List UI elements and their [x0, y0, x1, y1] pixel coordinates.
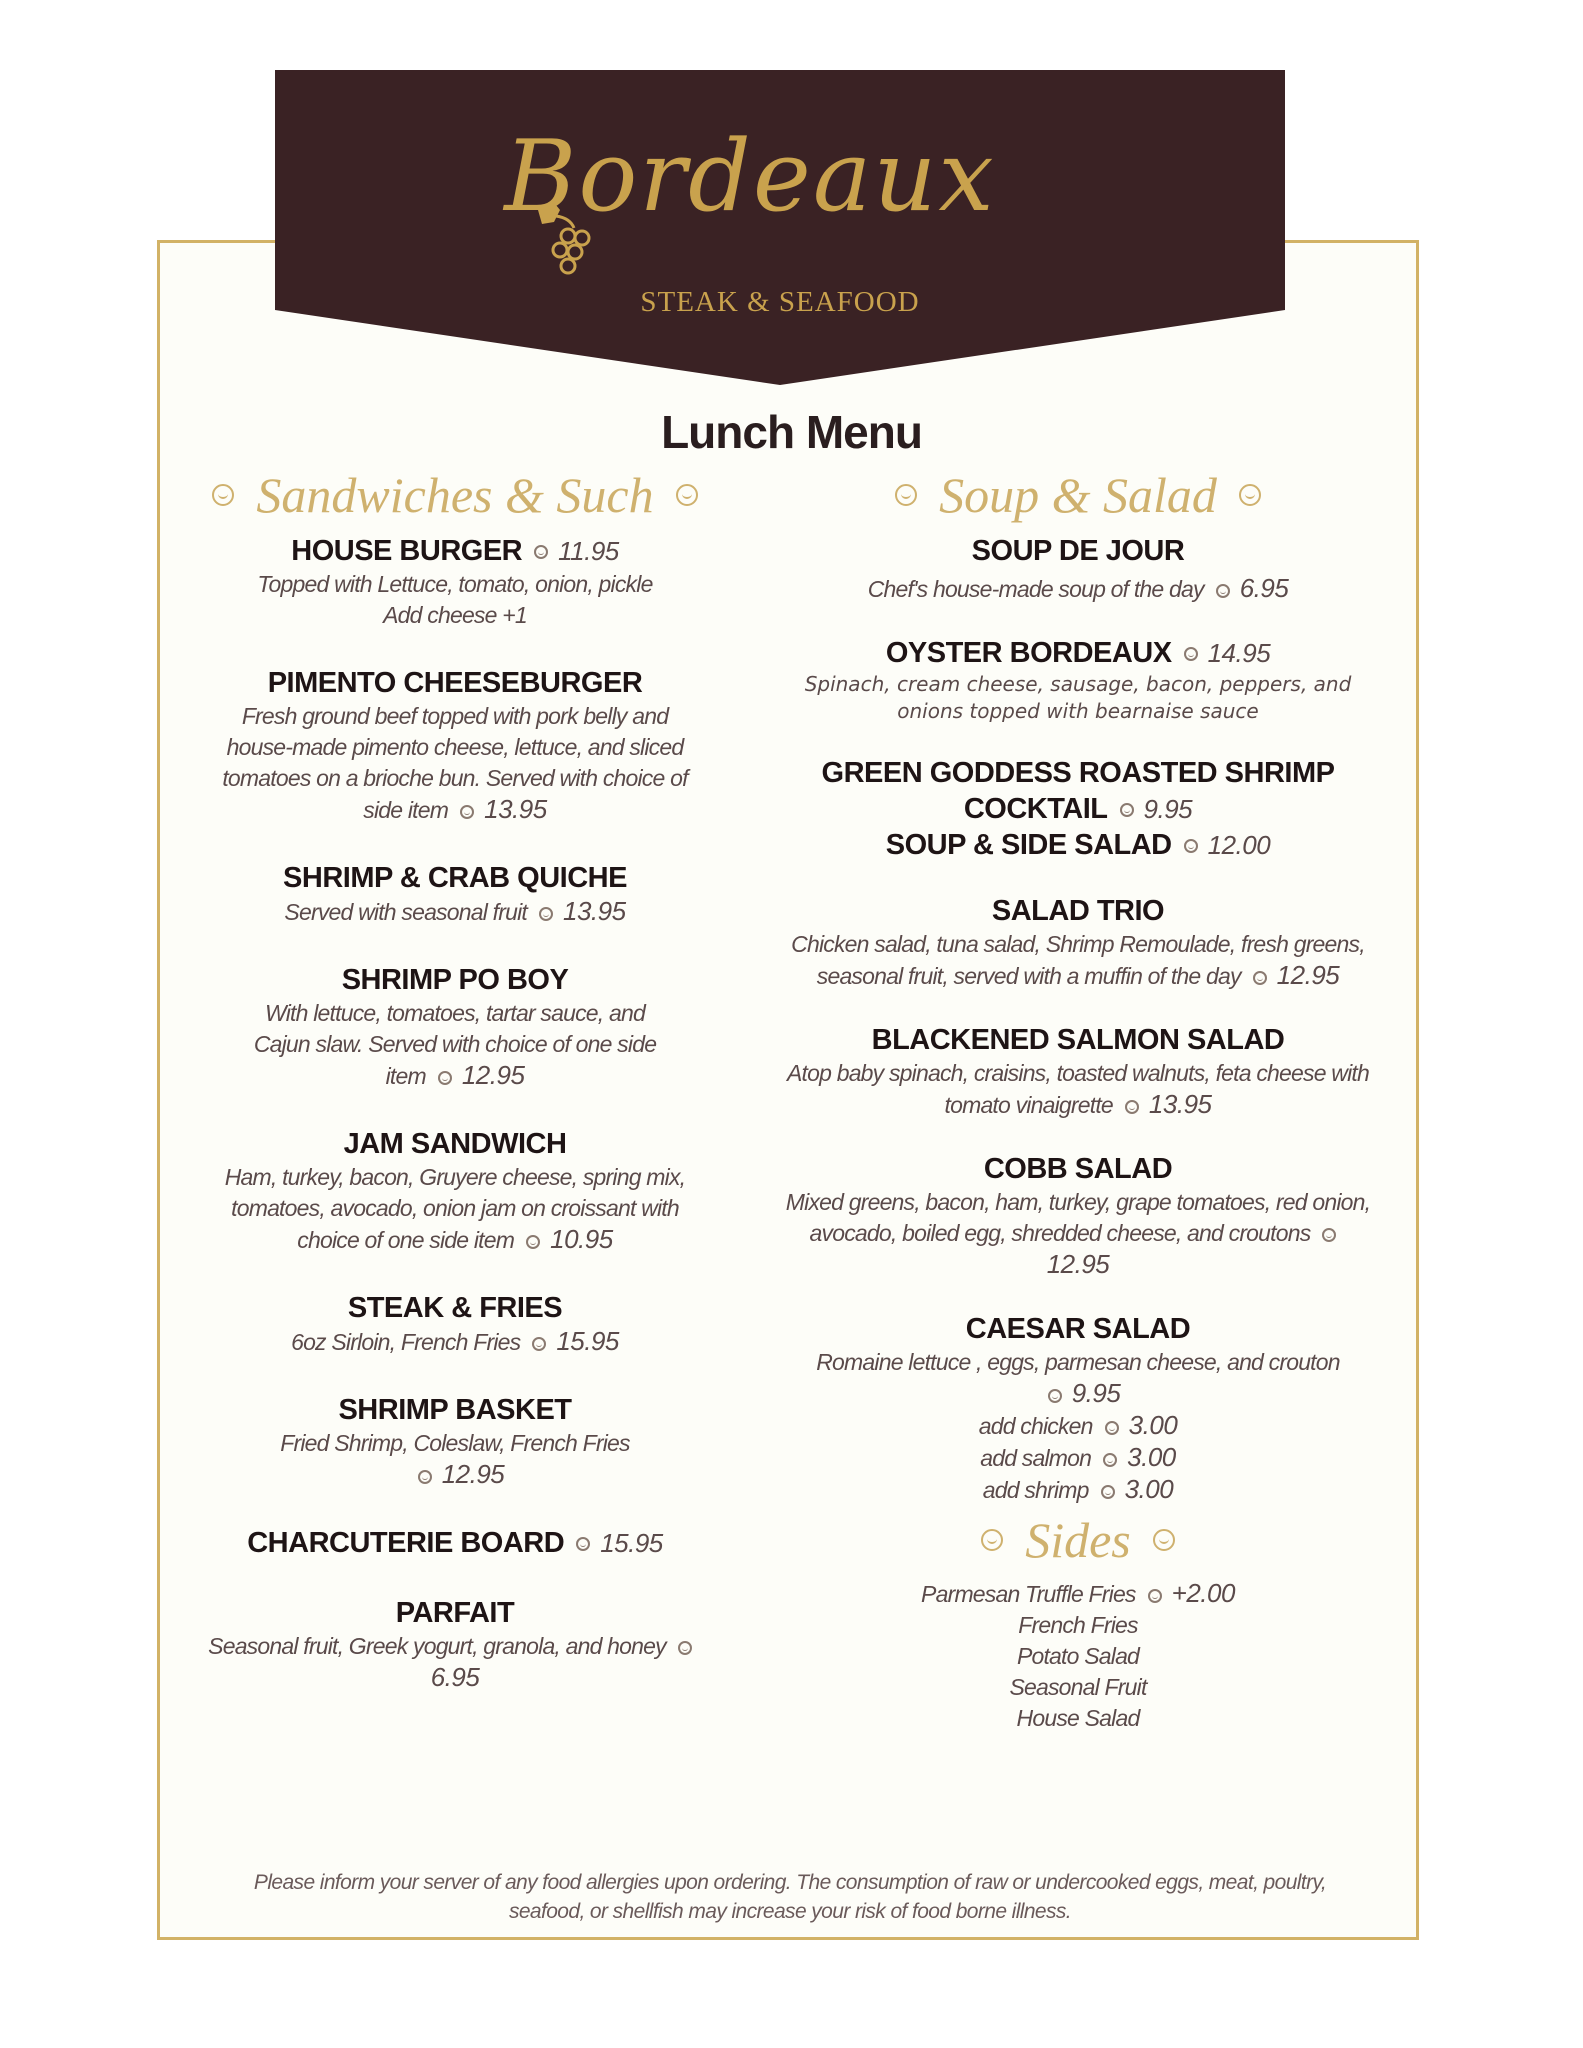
sides-list: Parmesan Truffle Fries +2.00 French Fries Potato Salad Seasonal Fruit House Salad	[921, 1578, 1235, 1731]
shell-icon	[532, 1337, 546, 1351]
shell-icon	[1120, 803, 1134, 817]
shell-icon	[1101, 1485, 1115, 1499]
menu-item-pimento-cheeseburger: PIMENTO CHEESEBURGER Fresh ground beef topped with pork belly and house-made pimento cheese, lettuce, and sliced tomatoes on a brioche bun. Served with choice of side item 13.95	[222, 667, 688, 824]
shell-icon	[1148, 1589, 1162, 1603]
shell-icon	[895, 484, 917, 506]
section-heading-sandwiches: Sandwiches & Such	[205, 465, 705, 525]
section-heading-soup-salad: Soup & Salad	[768, 465, 1388, 525]
brand-name: Bordeaux	[504, 120, 996, 234]
shell-icon	[1216, 584, 1230, 598]
brand-subtitle: STEAK & SEAFOOD	[640, 286, 920, 318]
shell-icon	[1125, 1100, 1139, 1114]
shell-icon	[418, 1470, 432, 1484]
shell-icon	[981, 1529, 1003, 1551]
soup-salad-column	[768, 465, 1388, 1734]
shell-icon	[1184, 839, 1198, 853]
menu-item-charcuterie-board: CHARCUTERIE BOARD 15.95	[247, 1527, 663, 1559]
shell-icon	[534, 545, 548, 559]
menu-item-cobb-salad: COBB SALAD Mixed greens, bacon, ham, turkey, grape tomatoes, red onion, avocado, boiled egg, shredded cheese, and croutons 12.95	[785, 1153, 1371, 1279]
shell-icon	[1322, 1228, 1336, 1242]
menu-item-house-burger: HOUSE BURGER 11.95 Topped with Lettuce, tomato, onion, pickle Add cheese +1	[257, 535, 653, 628]
menu-item-green-goddess-shrimp: GREEN GODDESS ROASTED SHRIMP COCKTAIL 9.95 SOUP & SIDE SALAD 12.00	[821, 757, 1335, 861]
menu-item-salad-trio: SALAD TRIO Chicken salad, tuna salad, Shrimp Remoulade, fresh greens, seasonal fruit, served with a muffin of the day 12.95	[791, 895, 1365, 990]
menu-item-parfait: PARFAIT Seasonal fruit, Greek yogurt, granola, and honey 6.95	[205, 1595, 705, 1694]
menu-item-shrimp-basket: SHRIMP BASKET Fried Shrimp, Coleslaw, French Fries 12.95	[280, 1394, 630, 1489]
allergy-disclaimer: Please inform your server of any food allergies upon ordering. The consumption of raw or undercooked eggs, meat, poultry, seafood, or shellfish may increase your risk of food borne illness.	[253, 1871, 1327, 1923]
shell-icon	[1153, 1529, 1175, 1551]
sandwiches-column	[205, 465, 705, 1694]
shell-icon	[1105, 1421, 1119, 1435]
menu-item-shrimp-po-boy: SHRIMP PO BOY With lettuce, tomatoes, tartar sauce, and Cajun slaw. Served with choice of one side item 12.95	[253, 964, 657, 1090]
shell-icon	[1048, 1389, 1062, 1403]
menu-item-steak-fries: STEAK & FRIES 6oz Sirloin, French Fries 15.95	[291, 1292, 619, 1356]
menu-item-oyster-bordeaux: OYSTER BORDEAUX 14.95 Spinach, cream cheese, sausage, bacon, peppers, and onions topped with bearnaise sauce	[804, 637, 1352, 723]
shell-icon	[1103, 1453, 1117, 1467]
shell-icon	[1184, 647, 1198, 661]
shell-icon	[1239, 484, 1261, 506]
section-heading-sides: Sides	[768, 1510, 1388, 1570]
shell-icon	[676, 484, 698, 506]
shell-icon	[526, 1235, 540, 1249]
shell-icon	[1253, 971, 1267, 985]
menu-item-shrimp-crab-quiche: SHRIMP & CRAB QUICHE Served with seasonal fruit 13.95	[283, 862, 627, 926]
shell-icon	[576, 1537, 590, 1551]
page-title: Lunch Menu	[661, 406, 922, 458]
shell-icon	[438, 1071, 452, 1085]
menu-item-caesar-salad: CAESAR SALAD Romaine lettuce , eggs, parmesan cheese, and crouton 9.95 add chicken 3.00 add salmon 3.00 add shrimp 3.00	[816, 1313, 1340, 1504]
menu-item-soup-de-jour: SOUP DE JOUR Chef's house-made soup of the day 6.95	[867, 535, 1289, 603]
menu-item-blackened-salmon-salad: BLACKENED SALMON SALAD Atop baby spinach, craisins, toasted walnuts, feta cheese with tomato vinaigrette 13.95	[787, 1024, 1369, 1119]
shell-icon	[460, 805, 474, 819]
shell-icon	[678, 1641, 692, 1655]
shell-icon	[539, 907, 553, 921]
menu-item-jam-sandwich: JAM SANDWICH Ham, turkey, bacon, Gruyere cheese, spring mix, tomatoes, avocado, onion jam on croissant with choice of one side item 10.95	[224, 1128, 686, 1254]
shell-icon	[212, 484, 234, 506]
